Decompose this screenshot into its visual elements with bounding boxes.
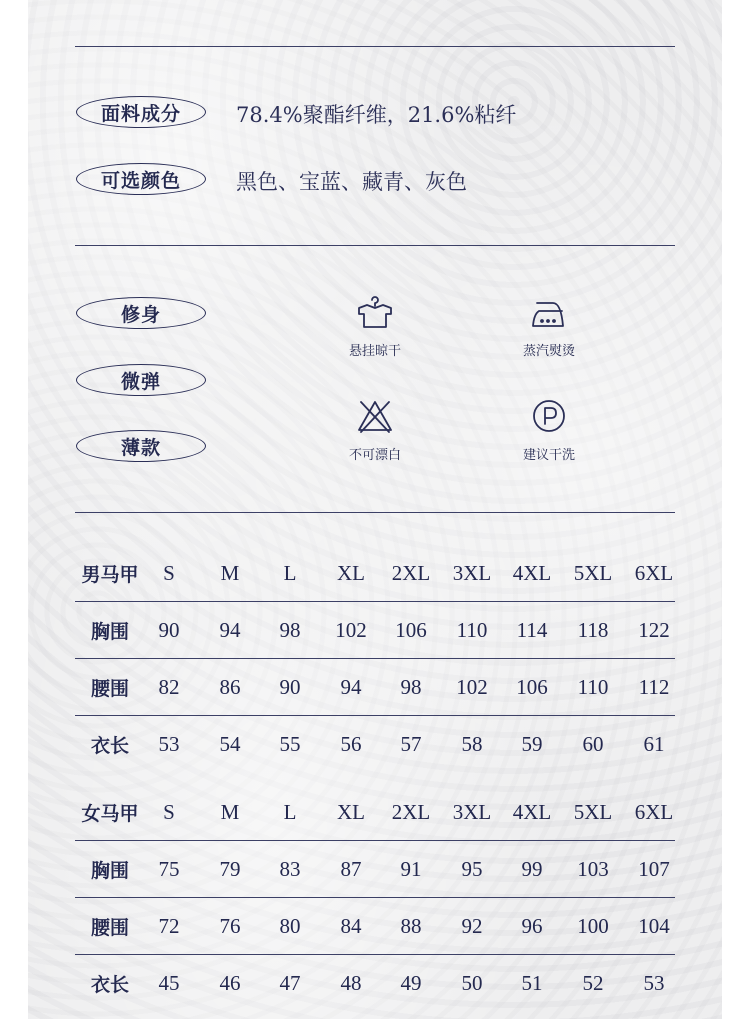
women-table-title: 女马甲 (81, 803, 139, 825)
feature-label: 薄款 (120, 436, 161, 459)
care-dry-clean (489, 398, 609, 463)
men-waist-row (75, 659, 675, 716)
color-label: 可选颜色 (100, 169, 181, 192)
table-cell: 94 (340, 675, 362, 699)
men-table-title: 男马甲 (81, 564, 139, 586)
dry-clean-icon (529, 398, 569, 434)
table-cell: 55 (279, 732, 301, 756)
table-cell: 59 (521, 732, 543, 756)
table-cell: 53 (158, 732, 180, 756)
table-cell: 99 (521, 857, 543, 881)
table-cell: 112 (638, 675, 670, 699)
color-pill (76, 163, 206, 195)
size-header: 6XL (634, 800, 674, 824)
table-cell: 103 (577, 857, 609, 881)
table-cell: 75 (158, 857, 180, 881)
care-label: 悬挂晾干 (348, 344, 401, 359)
care-no-bleach (315, 398, 435, 463)
fabric-value: 78.4%聚酯纤维，21.6%粘纤 (236, 103, 517, 127)
size-header: 2XL (391, 800, 431, 824)
care-label: 蒸汽熨烫 (522, 344, 575, 359)
table-cell: 90 (158, 618, 180, 642)
table-cell: 102 (456, 675, 488, 699)
table-cell: 98 (400, 675, 422, 699)
no-bleach-icon (355, 398, 395, 434)
table-cell: 58 (461, 732, 483, 756)
size-header: 5XL (573, 561, 613, 585)
table-cell: 104 (638, 914, 670, 938)
row-label: 衣长 (90, 974, 129, 996)
size-header: 5XL (573, 800, 613, 824)
table-cell: 52 (582, 971, 604, 995)
size-header: S (163, 800, 175, 824)
table-cell: 80 (279, 914, 301, 938)
feature-pill-stretch (76, 364, 206, 396)
table-cell: 88 (400, 914, 422, 938)
size-header: 4XL (512, 561, 552, 585)
color-value: 黑色、宝蓝、藏青、灰色 (236, 170, 467, 194)
table-cell: 95 (461, 857, 483, 881)
table-cell: 82 (158, 675, 180, 699)
table-cell: 107 (638, 857, 670, 881)
size-header: 6XL (634, 561, 674, 585)
table-cell: 61 (643, 732, 665, 756)
divider (75, 512, 675, 513)
size-header: L (283, 561, 297, 585)
table-cell: 92 (461, 914, 483, 938)
table-cell: 110 (456, 618, 488, 642)
table-cell: 47 (279, 971, 301, 995)
table-cell: 48 (340, 971, 362, 995)
table-cell: 57 (400, 732, 422, 756)
feature-label: 微弹 (120, 370, 161, 393)
fabric-pill (76, 96, 206, 128)
table-cell: 96 (521, 914, 543, 938)
table-cell: 110 (577, 675, 609, 699)
table-cell: 45 (158, 971, 180, 995)
table-cell: 46 (219, 971, 241, 995)
table-cell: 83 (279, 857, 301, 881)
table-cell: 60 (582, 732, 604, 756)
table-cell: 106 (395, 618, 427, 642)
table-cell: 86 (219, 675, 241, 699)
table-cell: 114 (516, 618, 548, 642)
feature-label: 修身 (120, 303, 161, 326)
divider (75, 46, 675, 47)
row-label: 胸围 (90, 621, 129, 643)
size-header: XL (337, 800, 365, 824)
size-header: M (220, 800, 240, 824)
table-cell: 79 (219, 857, 241, 881)
size-header: 4XL (512, 800, 552, 824)
size-header: 3XL (452, 800, 492, 824)
table-cell: 56 (340, 732, 362, 756)
row-label: 衣长 (90, 735, 129, 757)
care-label: 建议干洗 (522, 448, 575, 463)
table-cell: 118 (577, 618, 609, 642)
table-cell: 53 (643, 971, 665, 995)
fabric-label: 面料成分 (100, 102, 181, 125)
row-label: 腰围 (90, 678, 129, 700)
table-cell: 76 (219, 914, 241, 938)
table-cell: 72 (158, 914, 180, 938)
women-chest-row (75, 841, 675, 898)
size-header: S (163, 561, 175, 585)
men-size-header-row (75, 545, 675, 602)
row-label: 腰围 (90, 917, 129, 939)
table-cell: 106 (516, 675, 548, 699)
men-length-row (75, 716, 675, 773)
steam-iron-icon (529, 294, 569, 330)
table-cell: 84 (340, 914, 362, 938)
size-header: M (220, 561, 240, 585)
care-label: 不可漂白 (348, 448, 401, 463)
women-waist-row (75, 898, 675, 955)
table-cell: 50 (461, 971, 483, 995)
feature-pill-fit (76, 297, 206, 329)
row-label: 胸围 (90, 860, 129, 882)
women-length-row (75, 955, 675, 1012)
table-cell: 51 (521, 971, 543, 995)
table-cell: 100 (577, 914, 609, 938)
size-header: XL (337, 561, 365, 585)
men-chest-row (75, 602, 675, 659)
divider (75, 245, 675, 246)
table-cell: 102 (335, 618, 367, 642)
table-cell: 90 (279, 675, 301, 699)
feature-pill-thickness (76, 430, 206, 462)
size-header: L (283, 800, 297, 824)
care-hang-dry (315, 294, 435, 359)
table-cell: 87 (340, 857, 362, 881)
table-cell: 122 (638, 618, 670, 642)
size-header: 3XL (452, 561, 492, 585)
women-size-header-row (75, 784, 675, 841)
size-header: 2XL (391, 561, 431, 585)
table-cell: 91 (400, 857, 422, 881)
table-cell: 49 (400, 971, 422, 995)
care-steam-iron (489, 294, 609, 359)
table-cell: 98 (279, 618, 301, 642)
hanging-dry-icon (355, 294, 395, 330)
table-cell: 54 (219, 732, 241, 756)
table-cell: 94 (219, 618, 241, 642)
